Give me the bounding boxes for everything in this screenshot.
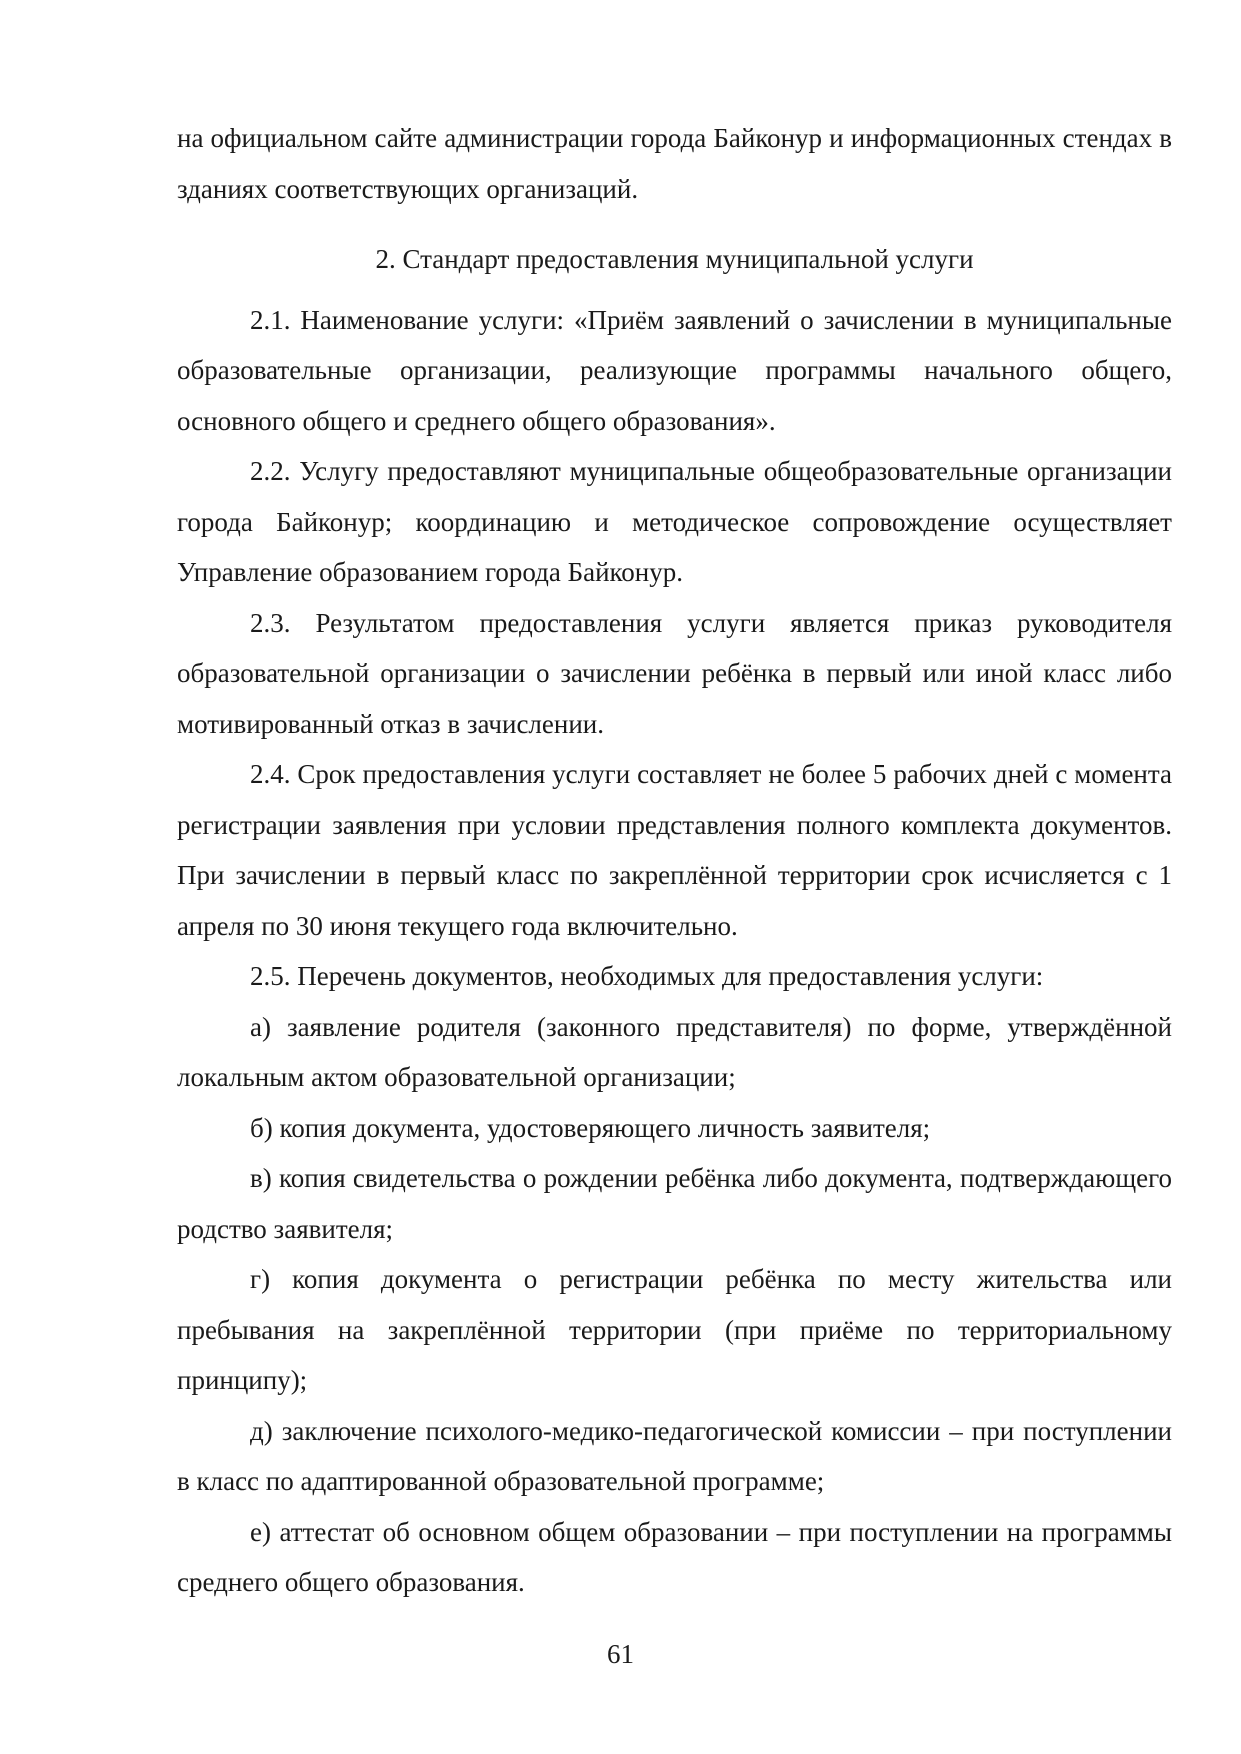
- paragraph-2-1: 2.1. Наименование услуги: «Приём заявлений о зачислении в муниципальные образовательные организации, реализующие программы начального общего, основного общего и среднего общего образования».: [177, 304, 1172, 436]
- paragraph-2-5: 2.5. Перечень документов, необходимых для предоставления услуги:: [250, 961, 1044, 991]
- intro-paragraph: на официальном сайте администрации города Байконур и информационных стендах в зданиях соответствующих организаций.: [177, 123, 1172, 204]
- paragraph-2-4: 2.4. Срок предоставления услуги составляет не более 5 рабочих дней с момента регистрации заявления при условии представления полного комплекта документов. При зачислении в первый класс по закреплённой территории срок исчисляется с 1 апреля по 30 июня текущего года включительно.: [177, 759, 1172, 941]
- list-item-b: б) копия документа, удостоверяющего личность заявителя;: [250, 1112, 931, 1143]
- list-item-e: е) аттестат об основном общем образовании – при поступлении на программы среднего общего образования.: [177, 1516, 1172, 1597]
- list-item-v: в) копия свидетельства о рождении ребёнка либо документа, подтверждающего родство заявителя;: [177, 1163, 1172, 1244]
- paragraph-2-2: 2.2. Услугу предоставляют муниципальные общеобразовательные организации города Байконур; координацию и методическое сопровождение осуществляет Управление образованием города Байконур.: [177, 456, 1172, 587]
- page-number: 61: [607, 1639, 634, 1669]
- list-item-a: а) заявление родителя (законного представителя) по форме, утверждённой локальным актом образовательной организации;: [177, 1011, 1172, 1092]
- section-heading: 2. Стандарт предоставления муниципальной услуги: [375, 244, 974, 274]
- paragraph-2-3: 2.3. Результатом предоставления услуги является приказ руководителя образовательной организации о зачислении ребёнка в первый или иной класс либо мотивированный отказ в зачислении.: [177, 607, 1172, 739]
- list-item-d: д) заключение психолого-медико-педагогической комиссии – при поступлении в класс по адаптированной образовательной программе;: [177, 1415, 1172, 1496]
- list-item-g: г) копия документа о регистрации ребёнка по месту жительства или пребывания на закреплённой территории (при приёме по территориальному принципу);: [177, 1264, 1172, 1395]
- document-page: [177, 113, 1172, 1608]
